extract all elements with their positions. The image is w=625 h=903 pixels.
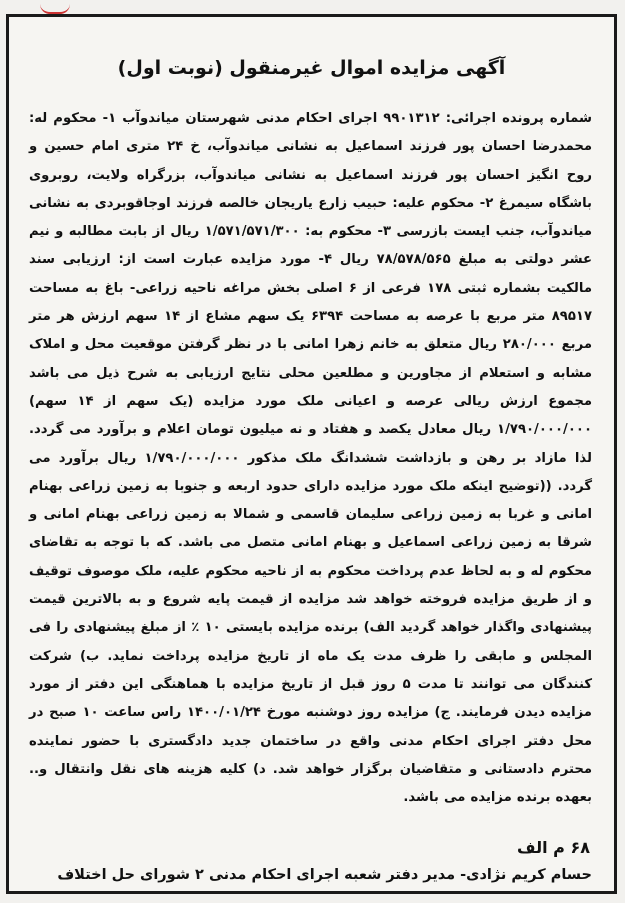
notice-title: آگهی مزایده اموال غیرمنقول (نوبت اول) [117, 57, 506, 79]
notice-signature: حسام کریم نژادی- مدیر دفتر شعبه اجرای احکام مدنی ۲ شورای حل اختلاف [57, 867, 592, 883]
notice-body: شماره پرونده اجرائی: ۹۹۰۱۳۱۲ اجرای احکام مدنی شهرستان میاندوآب ۱- محکوم له: محمدرضا احسان پور فرزند اسماعیل به نشانی میاندوآب، خ ۲۴ متری امام حسین و روح انگیز احسان پور فرزند اسماعیل به نشانی میاندوآب، بزرگراه ولایت، روبروی باشگاه سیمرغ ۲- محکوم علیه: حبیب زارع یاریجان خالصه فرزند اوجاقوبردی به نشانی میاندوآب، جنب ایست بازرسی ۳- محکوم به: ۱/۵۷۱/۵۷۱/۳۰۰ ریال از بابت مطالبه و نیم عشر دولتی به مبلغ ۷۸/۵۷۸/۵۶۵ ریال ۴- مورد مزایده عبارت است از: ارزیابی سند مالکیت بشماره ثبتی ۱۷۸ فرعی از ۶ اصلی بخش مراغه ناحیه زراعی- باغ به مساحت ۸۹۵۱۷ متر مربع با عرصه به مساحت ۶۳۹۴ یک سهم مشاع از ۱۴ سهم ارزش هر متر مربع ۲۸۰/۰۰۰ ریال متعلق به خانم زهرا امانی با در نظر گرفتن موقعیت محل و املاک مشابه و استعلام از مجاورین و مطلعین محلی نتایج ارزیابی به شرح ذیل می باشد مجموع ارزش ریالی عرصه و اعیانی ملک مورد مزایده (یک سهم از ۱۴ سهم) ۱/۷۹۰/۰۰۰/۰۰۰ ریال معادل یکصد و هفتاد و نه میلیون تومان اعلام و برآورد می گردد. لذا مازاد بر رهن و بازداشت ششدانگ ملک مذکور ۱/۷۹۰/۰۰۰/۰۰۰ ریال برآورد می گردد. ((توضیح اینکه ملک مورد مزایده دارای حدود اربعه و جنوبا به زمین زراعی بهنام امانی و غربا به زمین زراعی سلیمان قاسمی و شمالا به زمین زراعی بهنام امانی و شرقا به زمین زراعی اسماعیل و بهنام امانی متصل می باشد. که با توجه به تقاضای محکوم له و به لحاظ عدم پرداخت محکوم به از ناحیه محکوم علیه، ملک موصوف توقیف و از طریق مزایده فروخته خواهد شد مزایده از قیمت پایه شروع و به بالاترین قیمت پیشنهادی واگذار خواهد گردید الف) برنده مزایده بایستی ۱۰ ٪ از مبلغ پیشنهادی را فی المجلس و مابقی را ظرف مدت یک ماه از تاریخ مزایده پرداخت نماید. ب) شرکت کنندگان می توانند تا مدت ۵ روز قبل از تاریخ مزایده با هماهنگی این دفتر از مورد مزایده دیدن فرمایند. ج) مزایده روز دوشنبه مورخ ۱۴۰۰/۰۱/۲۴ راس ساعت ۱۰ صبح در محل دفتر اجرای احکام مدنی واقع در ساختمان جدید دادگستری با حضور نماینده محترم دادستانی و متقاضیان برگزار خواهد شد. د) کلیه هزینه های نقل وانتقال و.. بعهده برنده مزایده می باشد. [29, 111, 593, 806]
notice-code: ۶۸ م الف [517, 838, 590, 857]
notice-frame [6, 14, 617, 894]
page-edge-mark [40, 0, 70, 14]
